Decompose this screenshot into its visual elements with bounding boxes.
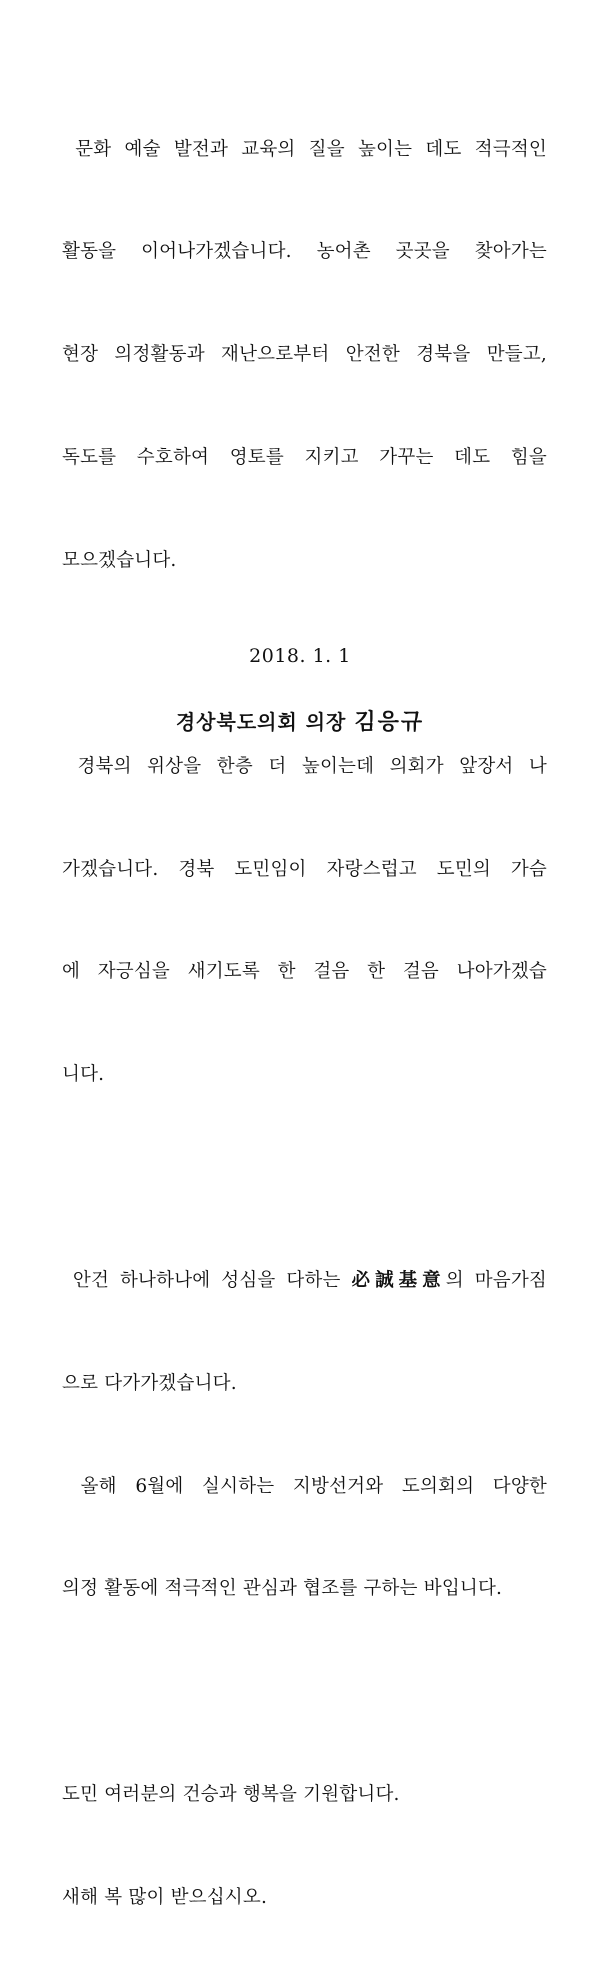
signature-title: 경상북도의회 의장 bbox=[175, 710, 355, 734]
paragraph-new-year-greeting bbox=[62, 1709, 547, 1983]
text-line: 올해 6월에 실시하는 지방선거와 도의회의 다양한 bbox=[62, 1475, 547, 1497]
letter-date: 2018. 1. 1 bbox=[249, 645, 351, 667]
signature-name: 김응규 bbox=[354, 709, 425, 735]
paragraph-sincerity bbox=[62, 1195, 547, 1675]
text-line: 니다. bbox=[62, 1064, 105, 1086]
letter-body bbox=[62, 64, 547, 1984]
text-segment: 의 마음가짐 bbox=[445, 1269, 547, 1291]
text-line: 경북의 위상을 한층 더 높이는데 의회가 앞장서 나 bbox=[62, 755, 547, 777]
text-line: 현장 의정활동과 재난으로부터 안전한 경북을 만들고, bbox=[62, 344, 547, 366]
text-segment: 안건 하나하나에 성심을 다하는 bbox=[62, 1269, 352, 1291]
text-line: 독도를 수호하여 영토를 지키고 가꾸는 데도 힘을 bbox=[62, 447, 547, 469]
hanja-phrase: 必誠基意 bbox=[351, 1269, 446, 1291]
text-line: 활동을 이어나가겠습니다. 농어촌 곳곳을 찾아가는 bbox=[62, 241, 547, 263]
paragraph-culture-education bbox=[62, 64, 547, 647]
text-line: 새해 복 많이 받으십시오. bbox=[62, 1886, 268, 1908]
text-line: 으로 다가가겠습니다. bbox=[62, 1372, 237, 1394]
signature bbox=[0, 705, 600, 736]
text-line: 의정 활동에 적극적인 관심과 협조를 구하는 바입니다. bbox=[62, 1578, 503, 1600]
text-line bbox=[62, 1264, 547, 1298]
text-line: 문화 예술 발전과 교육의 질을 높이는 데도 적극적인 bbox=[62, 138, 547, 160]
text-line: 에 자긍심을 새기도록 한 걸음 한 걸음 나아가겠습 bbox=[62, 961, 547, 983]
paragraph-gyeongbuk-status bbox=[62, 681, 547, 1161]
text-line: 도민 여러분의 건승과 행복을 기원합니다. bbox=[62, 1783, 400, 1805]
text-line: 가겠습니다. 경북 도민임이 자랑스럽고 도민의 가슴 bbox=[62, 858, 547, 880]
text-line: 모으겠습니다. bbox=[62, 550, 177, 572]
